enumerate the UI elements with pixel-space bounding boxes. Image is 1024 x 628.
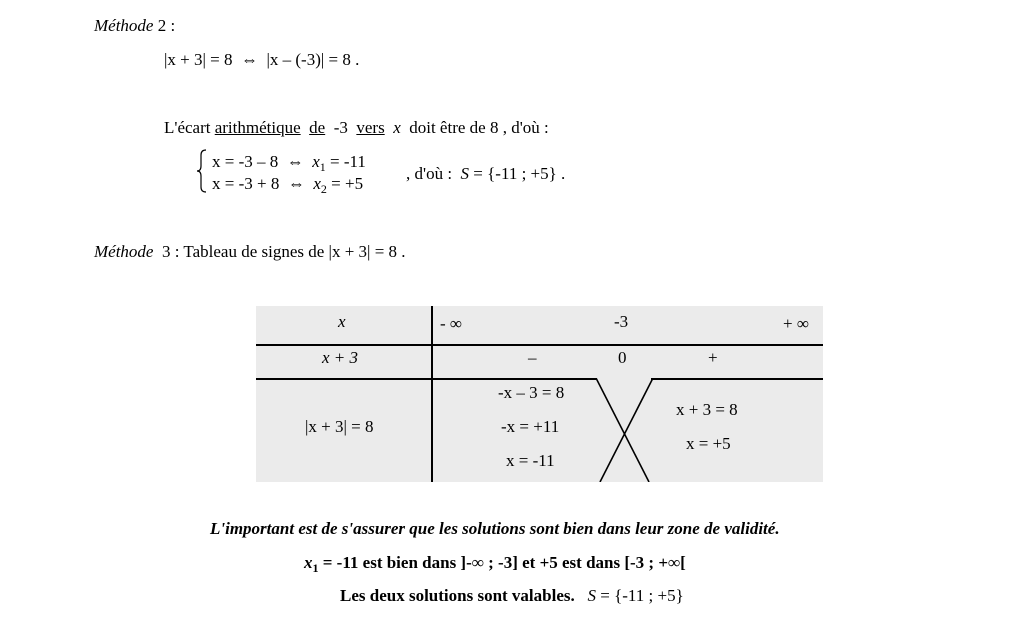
method2-label: Méthode	[94, 16, 154, 35]
table-divider	[256, 378, 596, 380]
system-line-1	[212, 152, 366, 172]
footer-set-symbol: S	[587, 586, 596, 605]
method2-number: 2 :	[157, 16, 176, 35]
solution-value: = -11	[330, 152, 366, 171]
method3-title: 3 : Tableau de signes de |x + 3| = 8 .	[161, 242, 406, 261]
footer-conclusion: Les deux solutions sont valables.	[340, 586, 575, 605]
system-eq: x = -3 + 8	[212, 174, 280, 193]
table-divider	[651, 378, 823, 380]
equiv-symbol: ⇔	[240, 50, 258, 69]
minus-infinity: - ∞	[440, 314, 463, 333]
method3-heading	[94, 242, 406, 262]
solution-set-symbol: S	[460, 164, 470, 183]
footer-solution-set: = {-11 ; +5}	[600, 586, 684, 605]
sentence-part: L'écart	[164, 118, 211, 137]
eq-right: |x – (-3)| = 8 .	[266, 50, 360, 69]
left-eq-2: -x = +11	[501, 417, 560, 436]
footer-validity: = -11 est bien dans ]-∞ ; -3] et +5 est dans [-3 ; +∞[	[322, 553, 686, 572]
footer-line-3	[340, 586, 684, 606]
subscript: 2	[320, 182, 327, 196]
underlined-word: de	[309, 118, 326, 137]
method2-conclusion	[406, 164, 565, 184]
row1-head: x	[338, 312, 346, 331]
row2-head: x + 3	[322, 348, 359, 367]
table-column-divider	[431, 306, 433, 482]
row3-head: |x + 3| = 8	[305, 417, 374, 436]
brace-icon	[196, 149, 208, 193]
footer-line-1: L'important est de s'assurer que les solutions sont bien dans leur zone de validité.	[210, 519, 780, 538]
right-eq-1: x + 3 = 8	[676, 400, 738, 419]
system-eq: x = -3 – 8	[212, 152, 279, 171]
sentence-part: -3	[333, 118, 348, 137]
solution-var: x	[312, 152, 320, 171]
plus-infinity: + ∞	[783, 314, 809, 333]
variable: x	[393, 118, 401, 137]
solution-var: x	[313, 174, 321, 193]
equiv-symbol: ⇔	[286, 152, 304, 171]
table-divider	[256, 344, 823, 346]
solution-value: = +5	[331, 174, 364, 193]
cross-lines	[591, 378, 661, 482]
method3-label: Méthode	[94, 242, 154, 261]
right-eq-2: x = +5	[686, 434, 731, 453]
sign-positive: +	[708, 348, 718, 367]
footer-var: x	[304, 553, 313, 572]
footer-line-2	[304, 553, 686, 573]
subscript: 1	[319, 160, 326, 174]
underlined-word: vers	[356, 118, 385, 137]
solution-set: = {-11 ; +5} .	[473, 164, 566, 183]
method2-sentence	[164, 118, 549, 138]
conclusion-text: , d'où :	[406, 164, 453, 183]
critical-value: -3	[614, 312, 629, 331]
left-eq-3: x = -11	[506, 451, 555, 470]
eq-left: |x + 3| = 8	[164, 50, 233, 69]
method2-equation	[164, 50, 359, 70]
sign-negative: –	[528, 348, 537, 367]
underlined-word: arithmétique	[214, 118, 301, 137]
left-eq-1: -x – 3 = 8	[498, 383, 565, 402]
system-line-2	[212, 174, 363, 194]
sentence-part: doit être de 8 , d'où :	[409, 118, 549, 137]
method2-heading	[94, 16, 175, 36]
sign-table	[256, 306, 823, 482]
sign-zero: 0	[618, 348, 627, 367]
footer-subscript: 1	[312, 561, 319, 575]
equiv-symbol: ⇔	[287, 174, 305, 193]
